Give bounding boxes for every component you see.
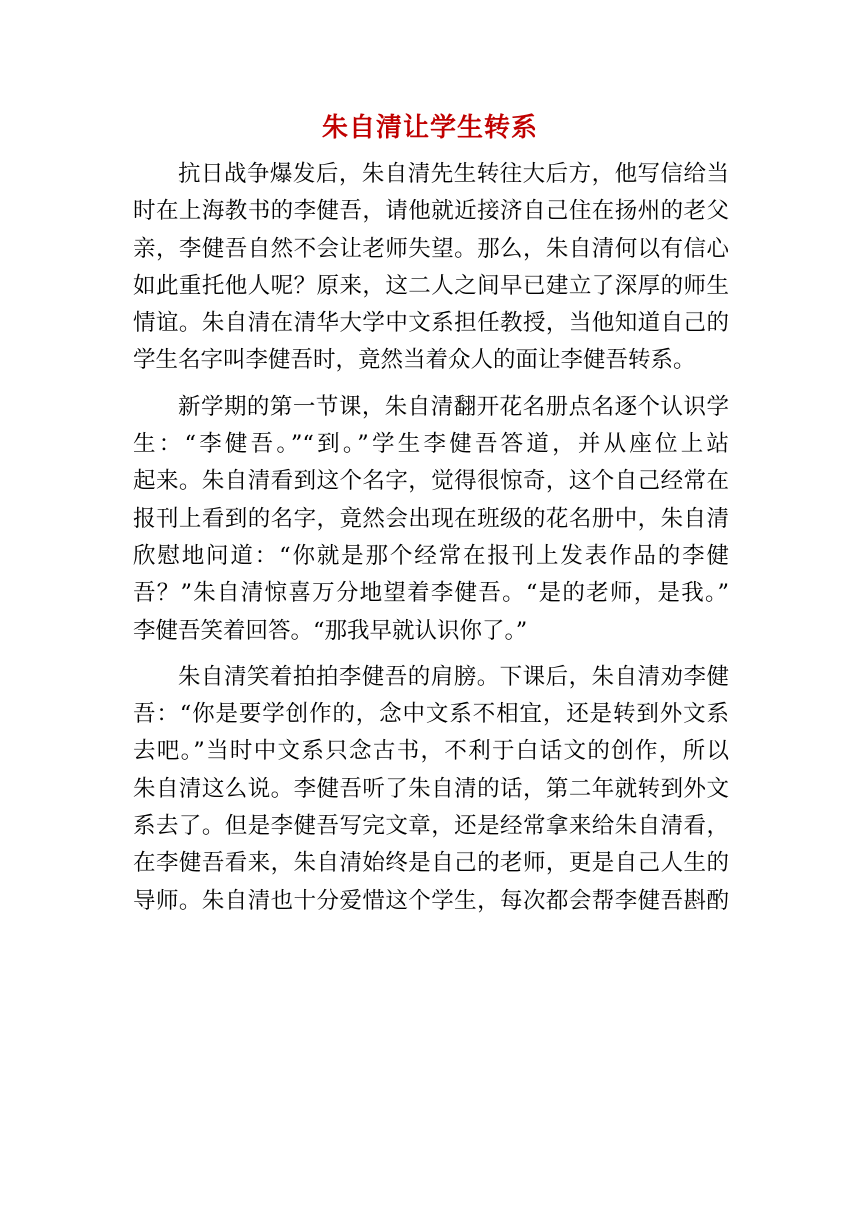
paragraph-line: 生：“李健吾。”“到。”学生李健吾答道，并从座位上站 (133, 431, 729, 458)
paragraph-line: 朱自清这么说。李健吾听了朱自清的话，第二年就转到外文 (133, 775, 729, 802)
paragraph-line: 新学期的第一节课，朱自清翻开花名册点名逐个认识学 (178, 393, 729, 420)
paragraph-line: 在李健吾看来，朱自清始终是自己的老师，更是自己人生的 (133, 850, 729, 877)
paragraph-2 (133, 389, 729, 650)
paragraph-line: 起来。朱自清看到这个名字，觉得很惊奇，这个自己经常在 (133, 468, 729, 495)
paragraph-line: 吾？”朱自清惊喜万分地望着李健吾。“是的老师，是我。” (133, 580, 729, 607)
document-title: 朱自清让学生转系 (321, 113, 538, 143)
paragraph-line: 去吧。”当时中文系只念古书，不利于白话文的创作，所以 (133, 738, 729, 765)
paragraph-line: 导师。朱自清也十分爱惜这个学生，每次都会帮李健吾斟酌 (133, 887, 729, 914)
paragraph-line: 报刊上看到的名字，竟然会出现在班级的花名册中，朱自清 (133, 505, 729, 532)
paragraph-3 (133, 659, 729, 920)
paragraph-line: 吾：“你是要学创作的，念中文系不相宜，还是转到外文系 (133, 701, 729, 728)
paragraph-line: 系去了。但是李健吾写完文章，还是经常拿来给朱自清看， (133, 813, 729, 840)
paragraph-line: 欣慰地问道：“你就是那个经常在报刊上发表作品的李健 (133, 542, 729, 569)
paragraph-line: 李健吾笑着回答。“那我早就认识你了。” (133, 617, 528, 644)
paragraph-1 (133, 156, 729, 380)
paragraph-line: 亲，李健吾自然不会让老师失望。那么，朱自清何以有信心 (133, 235, 729, 262)
paragraph-line: 朱自清笑着拍拍李健吾的肩膀。下课后，朱自清劝李健 (178, 663, 729, 690)
paragraph-line: 抗日战争爆发后，朱自清先生转往大后方，他写信给当 (178, 161, 729, 187)
paragraph-line: 学生名字叫李健吾时，竟然当着众人的面让李健吾转系。 (133, 347, 696, 374)
paragraph-line: 如此重托他人呢？原来，这二人之间早已建立了深厚的师生 (133, 272, 729, 299)
paragraph-line: 时在上海教书的李健吾，请他就近接济自己住在扬州的老父 (133, 198, 729, 225)
document-body (133, 156, 729, 929)
paragraph-line: 情谊。朱自清在清华大学中文系担任教授，当他知道自己的 (133, 310, 729, 337)
